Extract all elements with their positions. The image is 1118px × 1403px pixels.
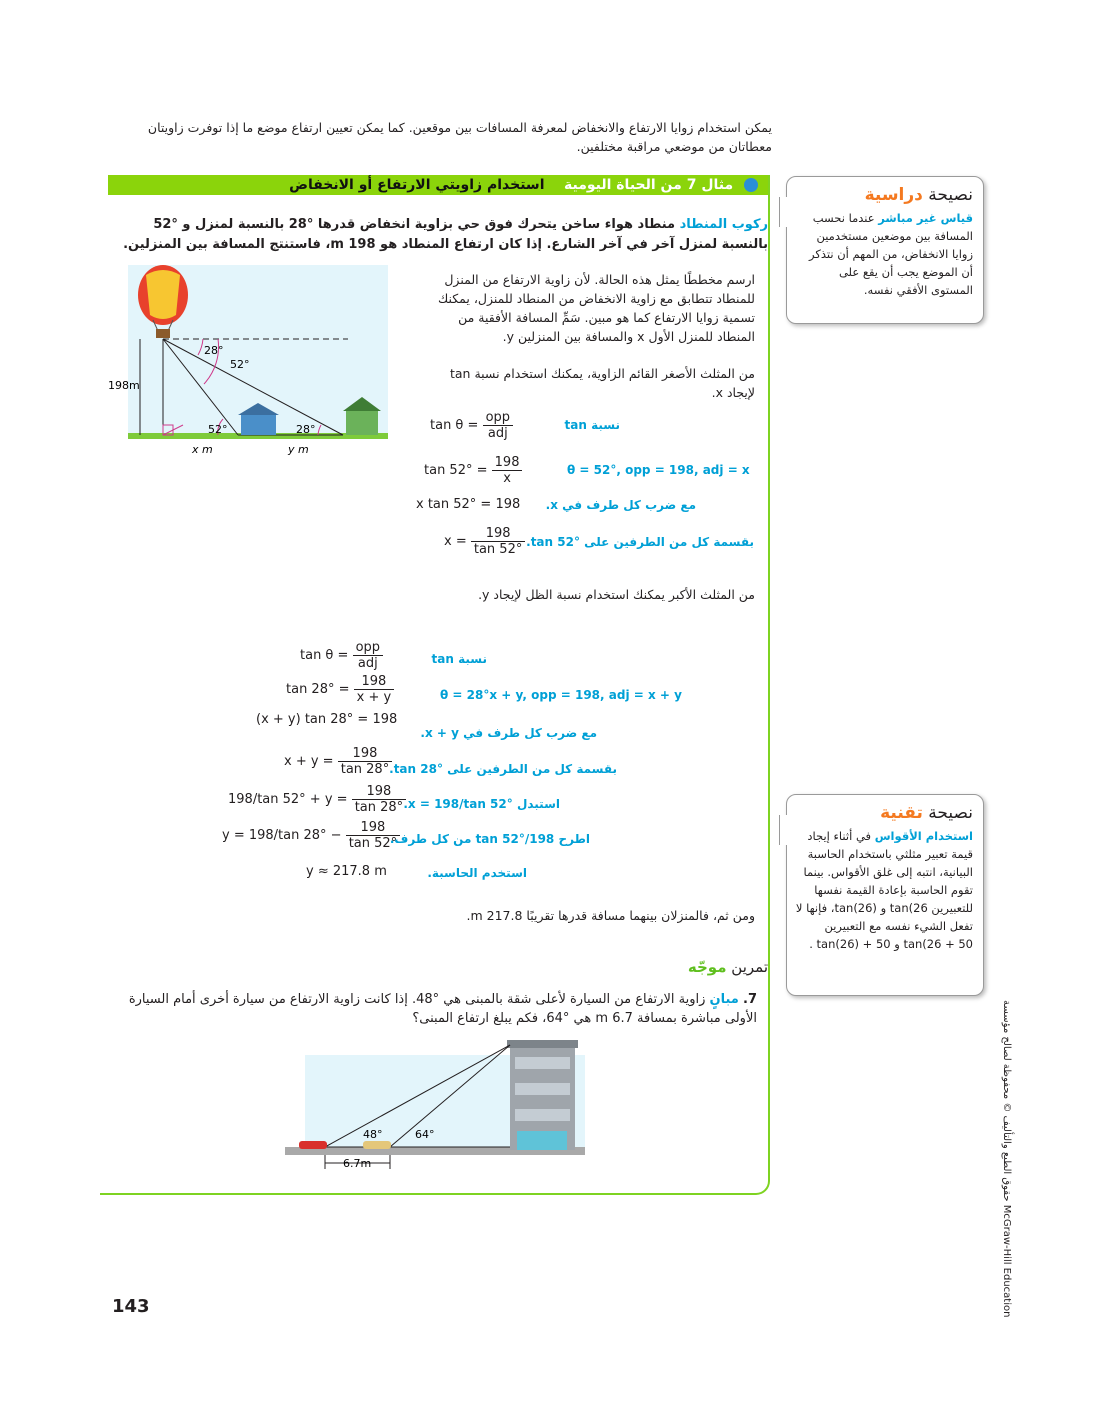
car-icon	[363, 1141, 391, 1149]
guided-practice-heading: تمرين موجّه	[687, 958, 768, 976]
car-icon	[299, 1141, 327, 1149]
explanation-paragraph: ارسم مخططًا يمثل هذه الحالة. لأن زاوية الارتفاع من المنزل للمنطاد تتطابق مع زاوية الانخفاض من المنطاد للمنزل، يمكنك تسمية زوايا الارتفاع كما هو مبين. سَمِّ المسافة الأفقية من المنطاد للمنزل الأول x والمسافة بين المنزلين y.	[437, 272, 755, 344]
balloon-diagram	[108, 265, 408, 465]
step-reason: نسبة tan	[431, 652, 487, 666]
angle-label: 64°	[415, 1128, 435, 1141]
problem-statement	[112, 215, 768, 255]
example-banner	[108, 175, 768, 195]
technology-tip-sidebar	[786, 794, 984, 996]
page-number: 143	[112, 1296, 150, 1317]
x-label: x m	[192, 443, 213, 456]
equation-row: x = $\frac{198}{\tan 52^\circ}$	[444, 526, 525, 557]
height-label: 198m	[108, 379, 140, 392]
step-reason: اطرح 198/tan 52° من كل طرف.	[389, 832, 590, 846]
equation-row: tan θ = $\frac{\text{opp}}{\text{adj}}$	[430, 410, 513, 441]
intro-paragraph: يمكن استخدام زوايا الارتفاع والانخفاض لمعرفة المسافات بين موقعين. كما يمكن تعيين ارتفاع موضع ما إذا توفرت زاويتان معطاتان من موضعي مراقبة مختلفين.	[147, 120, 772, 154]
sidebar-title: نصيحة دراسية	[864, 185, 973, 205]
equation-row: (x + y) tan 28° = 198	[256, 712, 398, 727]
equation-row: y = 198/tan 28° − $\frac{198}{\tan 52^\circ}$	[222, 820, 400, 851]
study-tip-sidebar	[786, 176, 984, 324]
equation-row: y ≈ 217.8 m	[306, 864, 387, 879]
exercise-7: 7. مبانٍ زاوية الارتفاع من السيارة لأعلى شقة بالمبنى هي °48. إذا كانت زاوية الارتفاع من سيارة أخرى أمام السيارة الأولى مباشرة بمسافة 6.7 m هي °64، فكم يبلغ ارتفاع المبنى؟	[128, 992, 757, 1026]
step-reason: مع ضرب كل طرف في x.	[545, 498, 696, 512]
step-reason: بقسمة كل من الطرفين على tan 52°.	[526, 535, 754, 549]
building-diagram	[285, 1035, 585, 1175]
equation-row: x + y = $\frac{198}{\tan 28^\circ}$	[284, 746, 392, 777]
copyright-credit: حقوق الطبع والتأليف © محفوظة لصالح مؤسسة McGraw-Hill Education	[1001, 1000, 1012, 1318]
conclusion: ومن ثم، فالمنزلان بينهما مسافة قدرها تقريبًا 217.8 m.	[466, 908, 755, 923]
step-reason: استبدل x = 198/tan 52°.	[403, 797, 560, 811]
angle-label: 48°	[363, 1128, 383, 1141]
angle-label: 52°	[208, 423, 228, 436]
explanation-paragraph: من المثلث الأصغر القائم الزاوية، يمكنك استخدام نسبة tan لإيجاد x.	[449, 366, 755, 400]
y-label: y m	[288, 443, 309, 456]
sidebar-body: قياس غير مباشر عندما نحسب المسافة بين موضعين مستخدمين زوايا الانخفاض، من المهم أن نتذكر أن الموضع يجب أن يقع على المستوى الأفقي نفسه.	[809, 211, 973, 297]
angle-label: 28°	[204, 344, 224, 357]
problem-text: منطاد هواء ساخن يتحرك فوق حي بزاوية انخفاض قدرها °28 بالنسبة لمنزل و °52 بالنسبة لمنزل آخر في آخر الشارع. إذا كان ارتفاع المنطاد هو 198 m، فاستنتج المسافة بين المنزلين.	[123, 217, 768, 252]
distance-label: 6.7m	[343, 1157, 372, 1170]
step-reason: بقسمة كل من الطرفين على tan 28°.	[389, 762, 617, 776]
sidebar-title: نصيحة تقنية	[880, 803, 973, 823]
equation-row: tan 28° = $\frac{198}{x + y}$	[286, 674, 394, 705]
step-reason: مع ضرب كل طرف في x + y.	[420, 726, 597, 740]
step-reason: استخدم الحاسبة.	[427, 866, 527, 880]
equation-row: tan θ = $\frac{\text{opp}}{\text{adj}}$	[300, 640, 383, 671]
globe-icon	[744, 178, 758, 192]
example-title: استخدام زاويتي الارتفاع أو الانخفاض	[289, 177, 545, 193]
building-icon	[507, 1040, 578, 1150]
problem-keyword: ركوب المنطاد	[679, 217, 768, 232]
sidebar-body: استخدام الأقواس في أثناء إيجاد قيمة تعبير مثلثي باستخدام الحاسبة البيانية، انتبه إلى غلق الأقواس. بينما تقوم الحاسبة بإعادة القيمة نفسها للتعبيرين tan(26 و tan(26)، فإنها لا تفعل الشيء نفسه مع التعبيرين tan(26 + 50 و tan(26) + 50 .	[795, 829, 973, 951]
angle-label: 28°	[296, 423, 316, 436]
step-reason: θ = 28°x + y, opp = 198, adj = x + y	[440, 688, 682, 702]
equation-row: x tan 52° = 198	[416, 497, 521, 512]
equation-row: tan 52° = $\frac{198}{x}$	[424, 455, 522, 486]
angle-label: 52°	[230, 358, 250, 371]
explanation-paragraph: من المثلث الأكبر يمكنك استخدام نسبة الظل لإيجاد y.	[478, 587, 755, 602]
equation-row: 198/tan 52° + y = $\frac{198}{\tan 28^\circ}$	[228, 784, 406, 815]
step-reason: نسبة tan	[564, 418, 620, 432]
example-label: مثال 7 من الحياة اليومية	[564, 177, 734, 193]
step-reason: θ = 52°, opp = 198, adj = x	[567, 463, 750, 477]
